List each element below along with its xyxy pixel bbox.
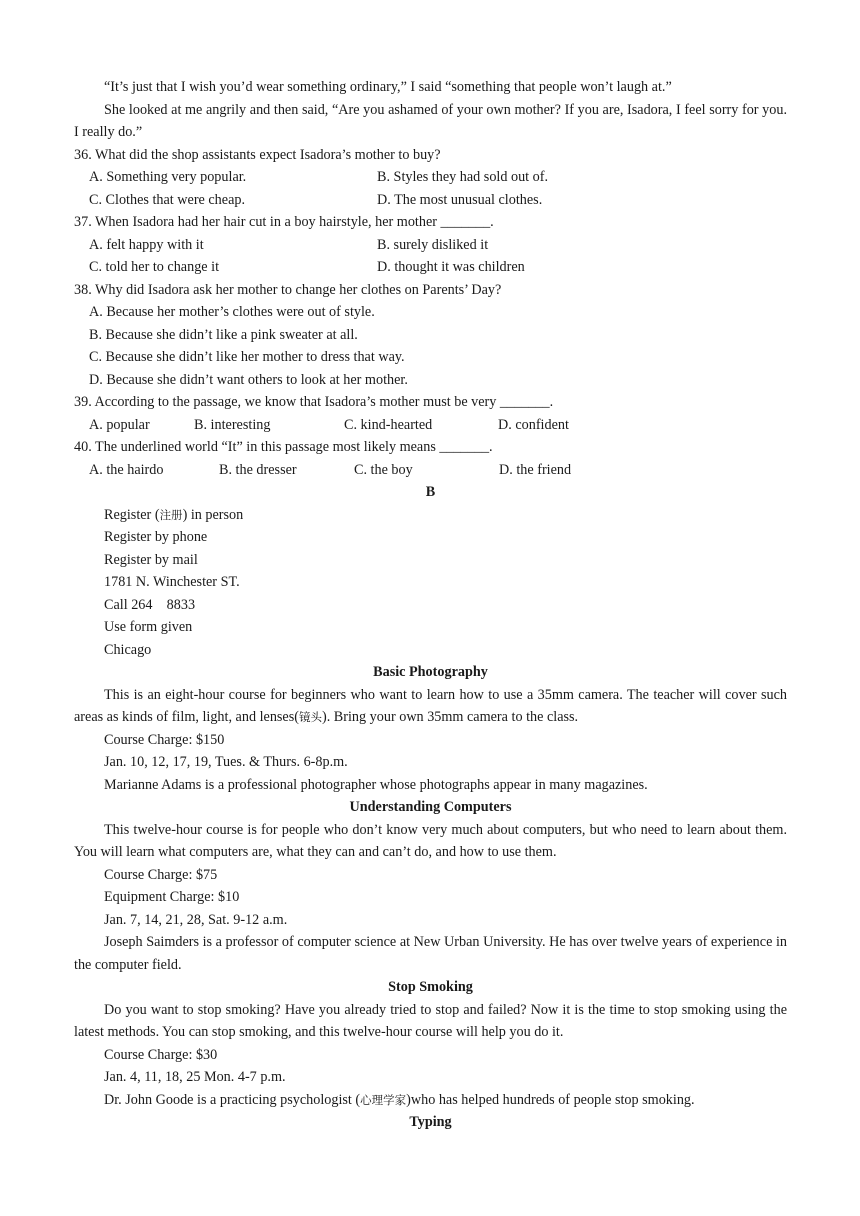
course-title-stop-smoking: Stop Smoking (388, 979, 473, 995)
course-schedule: Jan. 7, 14, 21, 28, Sat. 9-12 a.m. (104, 911, 288, 928)
course-description: Do you want to stop smoking? Have you already tried to stop and failed? Now it is the time to stop smoking using the latest methods. You can stop smoking, and this twelve-hour course will help you do it. (74, 1001, 787, 1040)
course-title-photography: Basic Photography (373, 664, 488, 680)
course-schedule: Jan. 4, 11, 18, 25 Mon. 4-7 p.m. (104, 1069, 286, 1085)
option-b: B. the dresser (219, 461, 297, 478)
option-d: D. confident (498, 416, 569, 433)
course-teacher: Marianne Adams is a professional photographer whose photographs appear in many magazines. (104, 776, 648, 793)
question-37-options-row (74, 234, 787, 257)
course-description: This twelve-hour course is for people who don’t know very much about computers, but who need to learn about them. You will learn what computers are, what they can and can’t do, and how to use them. (74, 821, 787, 860)
option-a: A. felt happy with it (89, 236, 204, 253)
option-c: C. told her to change it (89, 259, 220, 275)
passage-paragraph: “It’s just that I wish you’d wear something ordinary,” I said “something that people won’t laugh at.” (104, 79, 672, 95)
question-37-options-row (74, 256, 787, 279)
question-39-stem: 39. According to the passage, we know that Isadora’s mother must be very _______. (74, 394, 554, 410)
option-b: B. Because she didn’t like a pink sweater at all. (89, 326, 358, 343)
register-line: Use form given (104, 619, 193, 635)
question-39-options-row (74, 414, 787, 437)
equipment-charge: Equipment Charge: $10 (104, 889, 240, 905)
register-address: 1781 N. Winchester ST. (104, 574, 240, 590)
option-a: A. the hairdo (89, 461, 164, 478)
course-schedule: Jan. 10, 12, 17, 19, Tues. & Thurs. 6-8p.m. (104, 754, 348, 770)
option-c: C. Because she didn’t like her mother to dress that way. (89, 349, 405, 365)
question-37-stem: 37. When Isadora had her hair cut in a boy hairstyle, her mother _______. (74, 214, 494, 230)
document-content (74, 76, 787, 1134)
option-b: B. Styles they had sold out of. (377, 169, 549, 185)
option-a: A. popular (89, 416, 150, 433)
question-36-options-row (74, 189, 787, 212)
question-36-options-row (74, 166, 787, 189)
option-a: A. Because her mother’s clothes were out of style. (89, 304, 375, 320)
course-title-typing: Typing (409, 1114, 452, 1130)
register-line: Register by phone (104, 529, 208, 545)
course-charge: Course Charge: $30 (104, 1046, 218, 1063)
option-b: B. surely disliked it (377, 236, 489, 253)
option-b: B. interesting (194, 416, 271, 433)
course-teacher: Joseph Saimders is a professor of computer science at New Urban University. He has over twelve years of experience in the computer field. (74, 934, 787, 973)
option-c: C. Clothes that were cheap. (89, 191, 246, 208)
register-phone: Call 264 8833 (104, 596, 196, 613)
question-36-stem: 36. What did the shop assistants expect Isadora’s mother to buy? (74, 146, 441, 163)
question-38-stem: 38. Why did Isadora ask her mother to change her clothes on Parents’ Day? (74, 281, 502, 298)
course-teacher: Dr. John Goode is a practicing psychologist (心理学家)who has helped hundreds of people stop smoking. (104, 1091, 695, 1108)
course-title-computers: Understanding Computers (349, 799, 512, 815)
register-line: Register (注册) in person (104, 506, 244, 523)
option-c: C. the boy (354, 461, 413, 478)
question-40-options-row (74, 459, 787, 482)
course-charge: Course Charge: $150 (104, 731, 225, 748)
passage-paragraph: She looked at me angrily and then said, “Are you ashamed of your own mother? If you are, Isadora, I feel sorry for you. I really do.” (74, 101, 787, 140)
option-a: A. Something very popular. (89, 169, 247, 185)
section-b-heading: B (425, 484, 436, 500)
option-c: C. kind-hearted (344, 416, 433, 433)
register-city: Chicago (104, 641, 152, 658)
option-d: D. the friend (499, 461, 572, 478)
option-d: D. The most unusual clothes. (377, 191, 543, 208)
option-d: D. thought it was children (377, 259, 525, 275)
option-d: D. Because she didn’t want others to look at her mother. (89, 371, 408, 388)
question-40-stem: 40. The underlined world “It” in this passage most likely means _______. (74, 439, 493, 455)
register-line: Register by mail (104, 551, 198, 568)
course-charge: Course Charge: $75 (104, 866, 218, 883)
course-description: This is an eight-hour course for beginners who want to learn how to use a 35mm camera. The teacher will cover such areas as kinds of film, light, and lenses(镜头). Bring your own 35mm camera to the class. (74, 686, 787, 725)
